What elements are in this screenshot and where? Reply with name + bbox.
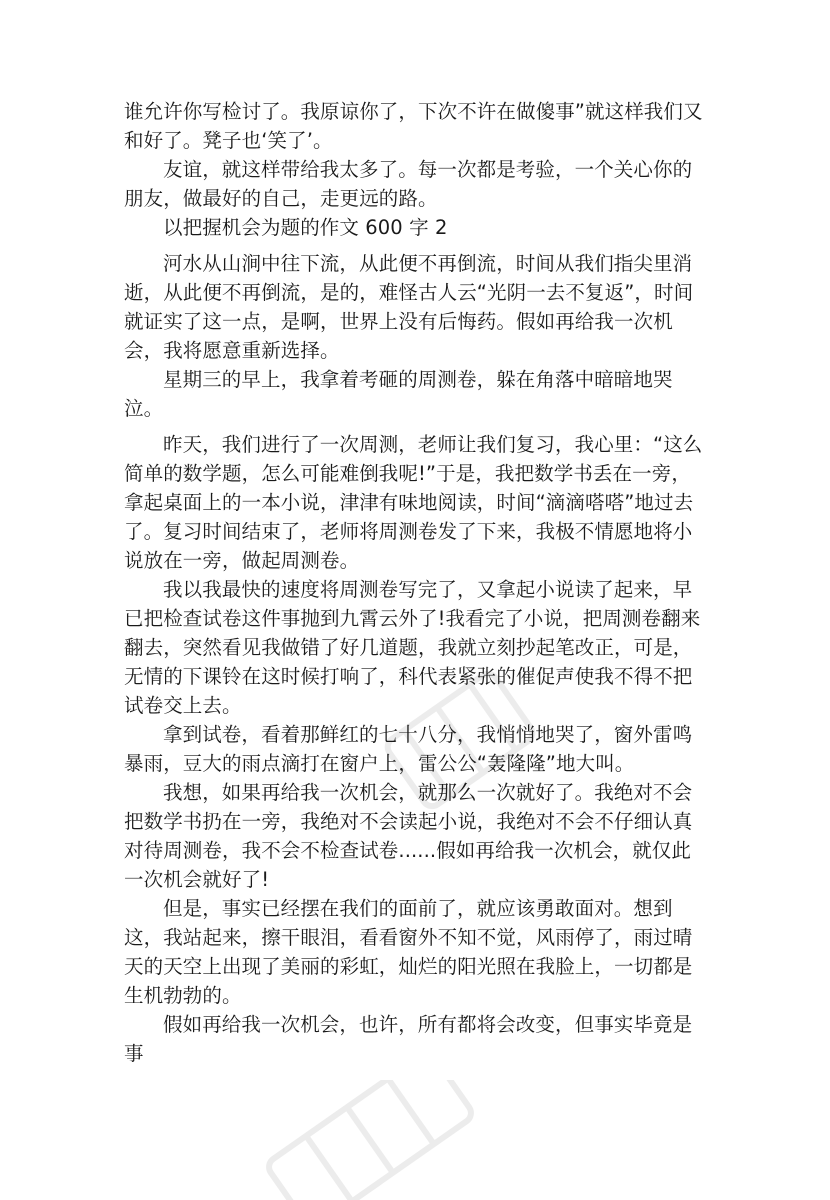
paragraph: 星期三的早上，我拿着考砸的周测卷，躲在角落中暗暗地哭泣。 — [124, 368, 673, 420]
paragraph: 拿到试卷，看着那鲜红的七十八分，我悄悄地哭了，窗外雷鸣暴雨，豆大的雨点滴打在窗户上，雷公公“轰隆隆”地大叫。 — [124, 723, 693, 775]
paragraph: 我想，如果再给我一次机会，就那么一次就好了。我绝对不会把数学书扔在一旁，我绝对不会读起小说，我绝对不会不仔细认真对待周测卷，我不会不检查试卷......假如再给我一次机会，就仅此一次机会就好了! — [124, 781, 693, 891]
paragraph: 昨天，我们进行了一次周测，老师让我们复习，我心里：“这么简单的数学题，怎么可能难倒我呢!”于是，我把数学书丢在一旁，拿起桌面上的一本小说，津津有味地阅读，时间“滴滴嗒嗒”地过去了。复习时间结束了，老师将周测卷发了下来，我极不情愿地将小说放在一旁，做起周测卷。 — [124, 433, 703, 572]
paragraph: 但是，事实已经摆在我们的面前了，就应该勇敢面对。想到这，我站起来，擦干眼泪，看看窗外不知不觉，风雨停了，雨过晴天的天空上出现了美丽的彩虹，灿烂的阳光照在我脸上，一切都是生机勃勃的。 — [124, 897, 693, 1007]
section-title: 以把握机会为题的作文 600 字 2 — [163, 216, 448, 239]
paragraph: 假如再给我一次机会，也许，所有都将会改变，但事实毕竟是事 — [124, 1013, 693, 1065]
watermark-logo — [240, 1080, 500, 1200]
paragraph: 谁允许你写检讨了。我原谅你了，下次不许在做傻事”就这样我们又和好了。凳子也‘笑了’。 — [124, 100, 703, 152]
paragraph: 河水从山涧中往下流，从此便不再倒流，时间从我们指尖里消逝，从此便不再倒流，是的，难怪古人云“光阴一去不复返”，时间就证实了这一点，是啊，世界上没有后悔药。假如再给我一次机会，我将愿意重新选择。 — [124, 252, 694, 362]
paragraph: 友谊，就这样带给我太多了。每一次都是考验，一个关心你的朋友，做最好的自己，走更远的路。 — [124, 158, 693, 210]
text-block — [124, 97, 708, 1068]
paragraph: 我以我最快的速度将周测卷写完了，又拿起小说读了起来，早已把检查试卷这件事抛到九霄云外了!我看完了小说，把周测卷翻来翻去，突然看见我做错了好几道题，我就立刻抄起笔改正，可是，无情的下课铃在这时候打响了，科代表紧张的催促声使我不得不把试卷交上去。 — [124, 578, 701, 717]
